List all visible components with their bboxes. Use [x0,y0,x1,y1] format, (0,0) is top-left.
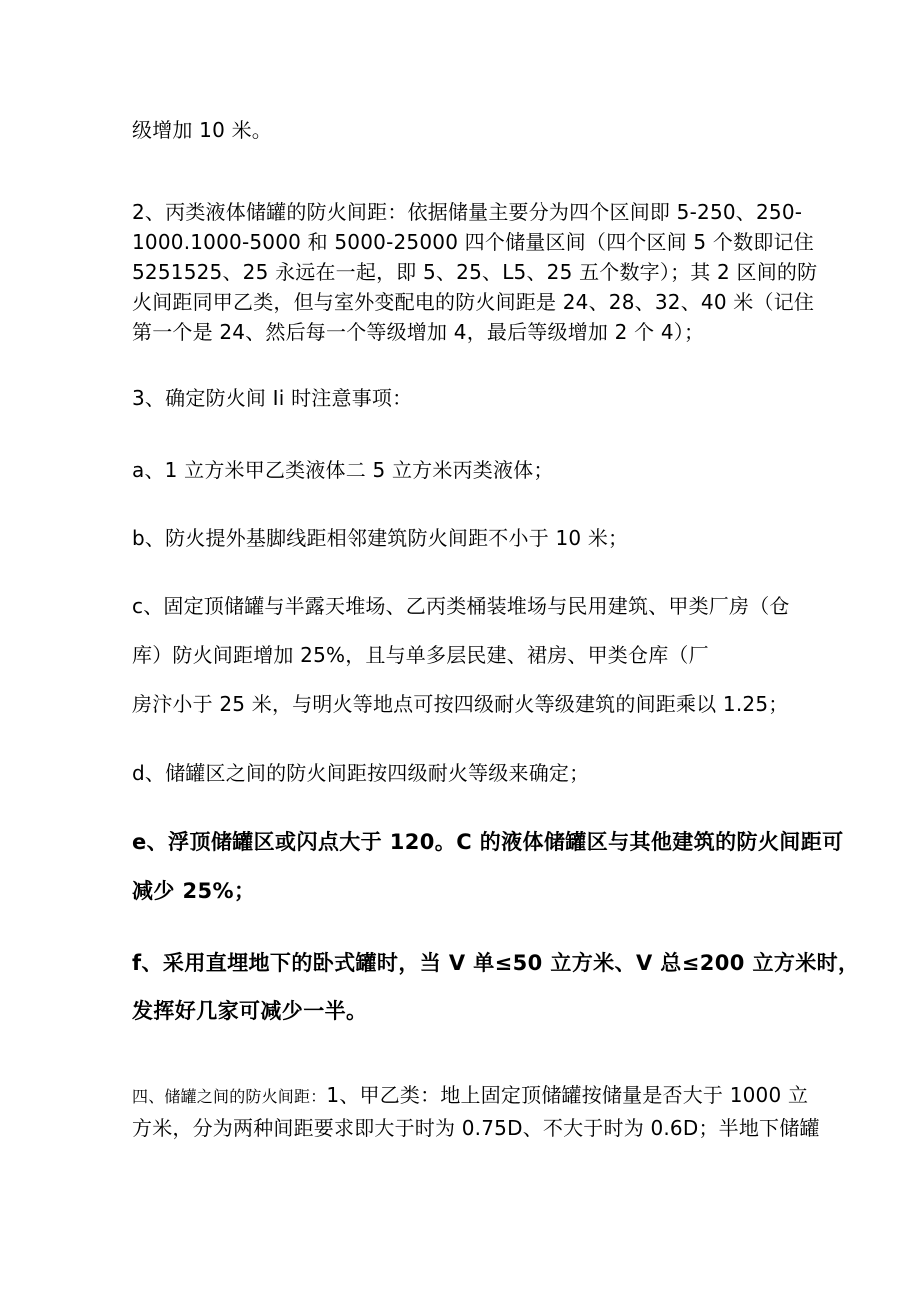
text-line-3: 1000.1000-5000 和 5000-25000 四个储量区间（四个区间 5 个数即记住 [132,230,814,254]
text-line-15: 减少 25%； [132,879,256,903]
text-line-8: a、1 立方米甲乙类液体二 5 立方米丙类液体； [132,458,554,482]
text-line-1: 级增加 10 米。 [132,118,272,142]
text-line-18 [132,1081,808,1111]
text-line-11: 库）防火间距增加 25%，且与单多层民建、裙房、甲类仓库（厂 [132,643,709,667]
text-line-6: 第一个是 24、然后每一个等级增加 4，最后等级增加 2 个 4）； [132,320,705,344]
text-line-16: f、采用直埋地下的卧式罐时，当 V 单≤50 立方米、V 总≤200 立方米时， [132,951,860,975]
text-line-13: d、储罐区之间的防火间距按四级耐火等级来确定； [132,761,590,785]
text-line-7: 3、确定防火间 Ii 时注意事项： [132,386,413,410]
text-line-10: c、固定顶储罐与半露天堆场、乙丙类桶装堆场与民用建筑、甲类厂房（仓 [132,594,790,618]
text-line-9: b、防火提外基脚线距相邻建筑防火间距不小于 10 米； [132,526,629,550]
section-lead-text: 1、甲乙类：地上固定顶储罐按储量是否大于 1000 立 [326,1083,809,1107]
text-line-2: 2、丙类液体储罐的防火间距：依据储量主要分为四个区间即 5-250、250- [132,200,803,224]
text-line-14: e、浮顶储罐区或闪点大于 120。C 的液体储罐区与其他建筑的防火间距可 [132,830,844,854]
section-heading: 四、储罐之间的防火间距： [132,1087,327,1106]
text-line-12: 房汴小于 25 米，与明火等地点可按四级耐火等级建筑的间距乘以 1.25； [132,692,789,716]
text-line-4: 5251525、25 永远在一起，即 5、25、L5、25 五个数字）；其 2 区间的防 [132,260,818,284]
text-line-5: 火间距同甲乙类，但与室外变配电的防火间距是 24、28、32、40 米（记住 [132,290,815,314]
text-line-17: 发挥好几家可减少一半。 [132,999,368,1023]
text-line-19: 方米，分为两种间距要求即大于时为 0.75D、不大于时为 0.6D；半地下储罐 [132,1116,820,1140]
